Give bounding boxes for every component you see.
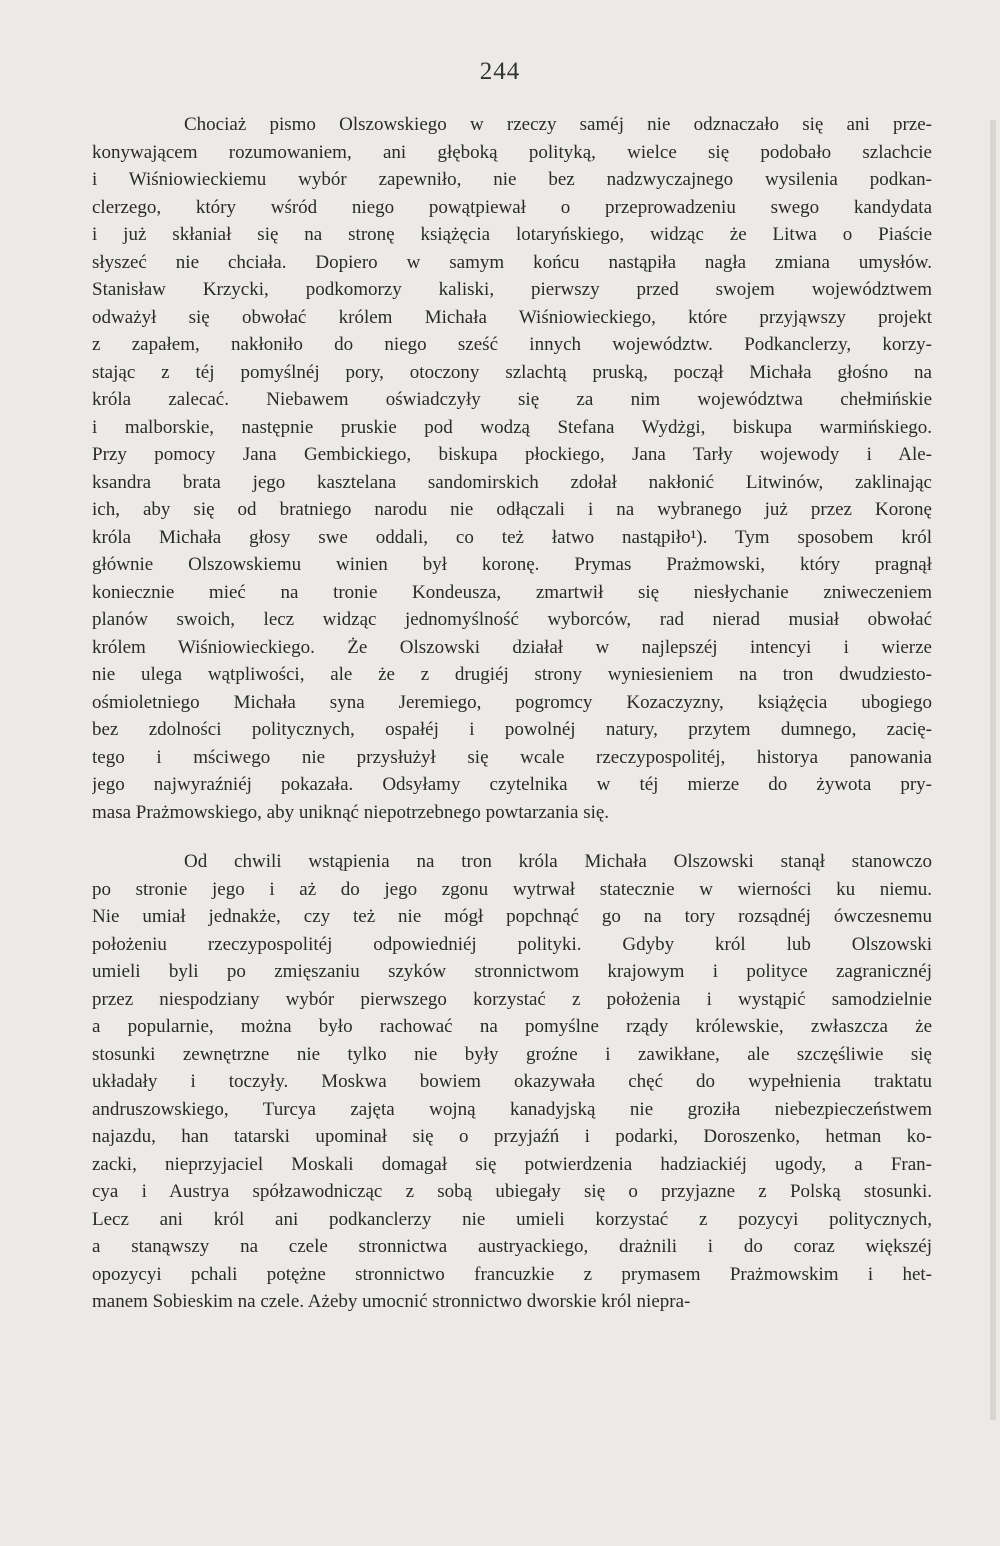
text-line: i malborskie, następnie pruskie pod wodzą Stefana Wydżgi, biskupa warmińskiego.	[92, 416, 932, 438]
paragraph-gap	[92, 826, 932, 848]
text-line: stosunki zewnętrzne nie tylko nie były groźne i zawikłane, ale szczęśliwie się	[92, 1043, 932, 1065]
text-line: Stanisław Krzycki, podkomorzy kaliski, pierwszy przed swojem województwem	[92, 279, 932, 300]
text-line: króla Michała głosy swe oddali, co też łatwo nastąpiło¹). Tym sposobem król	[92, 526, 932, 548]
text-line: a popularnie, można było rachować na pomyślne rządy królewskie, zwłaszcza że	[92, 1016, 932, 1037]
text-line: i już skłaniał się na stronę książęcia lotaryńskiego, widząc że Litwa o Piaście	[92, 224, 932, 245]
text-line: opozycyi pchali potężne stronnictwo francuzkie z prymasem Prażmowskim i het-	[92, 1263, 932, 1285]
text-line: Lecz ani król ani podkanclerzy nie umieli korzystać z pozycyi politycznych,	[92, 1208, 932, 1230]
text-line: z zapałem, nakłoniło do niego sześć innych województw. Podkanclerzy, korzy-	[92, 334, 932, 355]
text-line: najazdu, han tatarski upominał się o przyjaźń i podarki, Doroszenko, hetman ko-	[92, 1126, 932, 1147]
text-line: Przy pomocy Jana Gembickiego, biskupa płockiego, Jana Tarły wojewody i Ale-	[92, 444, 932, 465]
text-line: Od chwili wstąpienia na tron króla Michała Olszowski stanął stanowczo	[184, 851, 932, 872]
page-number: 244	[479, 58, 521, 85]
text-line: koniecznie mieć na tronie Kondeusza, zmartwił się niesłychanie zniweczeniem	[92, 581, 932, 603]
page-edge-shadow	[990, 120, 996, 1420]
text-line: jego najwyraźniéj pokazała. Odsyłamy czytelnika w téj mierze do żywota pry-	[92, 774, 932, 795]
text-line: masa Prażmowskiego, aby uniknąć niepotrzebnego powtarzania się.	[92, 801, 610, 823]
text-line: tego i mściwego nie przysłużył się wcale rzeczypospolitéj, historya panowania	[92, 746, 932, 768]
text-line: a stanąwszy na czele stronnictwa austryackiego, drażnili i do coraz większéj	[92, 1236, 932, 1257]
text-line: i Wiśniowieckiemu wybór zapewniło, nie bez nadzwyczajnego wysilenia podkan-	[92, 169, 932, 190]
text-line: układały i toczyły. Moskwa bowiem okazywała chęć do wypełnienia traktatu	[92, 1071, 932, 1092]
paragraph	[92, 111, 932, 826]
text-line: umieli byli po zmięszaniu szyków stronnictwom krajowym i polityce zagranicznéj	[92, 961, 932, 982]
text-line: słyszeć nie chciała. Dopiero w samym końcu nastąpiła nagła zmiana umysłów.	[92, 251, 932, 273]
text-line: położeniu rzeczypospolitéj odpowiedniéj polityki. Gdyby król lub Olszowski	[92, 933, 932, 955]
text-line: andruszowskiego, Turcya zajęta wojną kanadyjską nie groziła niebezpieczeństwem	[92, 1098, 932, 1120]
text-line: konywającem rozumowaniem, ani głęboką polityką, wielce się podobało szlachcie	[92, 141, 932, 163]
text-line: cya i Austrya spółzawodnicząc z sobą ubiegały się o przyjazne z Polską stosunki.	[92, 1181, 932, 1202]
text-line: stając z téj pomyślnéj pory, otoczony szlachtą pruską, począł Michała głośno na	[92, 361, 932, 383]
text-line: Chociaż pismo Olszowskiego w rzeczy saméj nie odznaczało się ani przе-	[184, 114, 932, 135]
body-text	[92, 111, 932, 1316]
text-line: Nie umiał jednakże, czy też nie mógł popchnąć go na tory rozsądnéj ówczesnemu	[92, 906, 932, 927]
text-line: bez zdolności politycznych, ospałéj i powolnéj natury, przytem dumnego, zacię-	[92, 719, 932, 740]
text-line: planów swoich, lecz widząc jednomyślność wyborców, rad nierad musiał obwołać	[92, 609, 932, 630]
text-line: przez niespodziany wybór pierwszego korzystać z położenia i wystąpić samodzielnie	[92, 988, 932, 1010]
text-line: króla zalecać. Niebawem oświadczyły się za nim województwa chełmińskie	[92, 389, 932, 410]
text-line: odważył się obwołać królem Michała Wiśniowieckiego, które przyjąwszy projekt	[92, 306, 932, 328]
text-line: ksandra brata jego kasztelana sandomirskich zdołał nakłonić Litwinów, zaklinając	[92, 471, 932, 493]
text-line: nie ulega wątpliwości, ale że z drugiéj strony wyniesieniem na tron dwudziesto-	[92, 664, 932, 685]
text-line: ich, aby się od bratniego narodu nie odłączali i na wybranego już przez Koronę	[92, 499, 932, 520]
text-line: głównie Olszowskiemu winien był koronę. Prymas Prażmowski, który pragnął	[92, 554, 932, 575]
text-line: manem Sobieskim na czele. Ażeby umocnić stronnictwo dworskie król niepra-	[92, 1291, 691, 1312]
text-line: królem Wiśniowieckiego. Że Olszowski działał w najlepszéj intencyi i wierze	[92, 636, 932, 658]
text-line: zacki, nieprzyjaciel Moskali domagał się potwierdzenia hadziackiéj ugody, a Fran-	[92, 1153, 932, 1175]
text-line: clerzego, który wśród niego powątpiewał o przeprowadzeniu swego kandydata	[92, 196, 932, 218]
text-line: ośmioletniego Michała syna Jeremiego, pogromcy Kozaczyzny, książęcia ubogiego	[92, 691, 932, 713]
text-line: po stronie jego i aż do jego zgonu wytrwał statecznie w wierności ku niemu.	[92, 878, 932, 900]
paragraph	[92, 848, 932, 1316]
